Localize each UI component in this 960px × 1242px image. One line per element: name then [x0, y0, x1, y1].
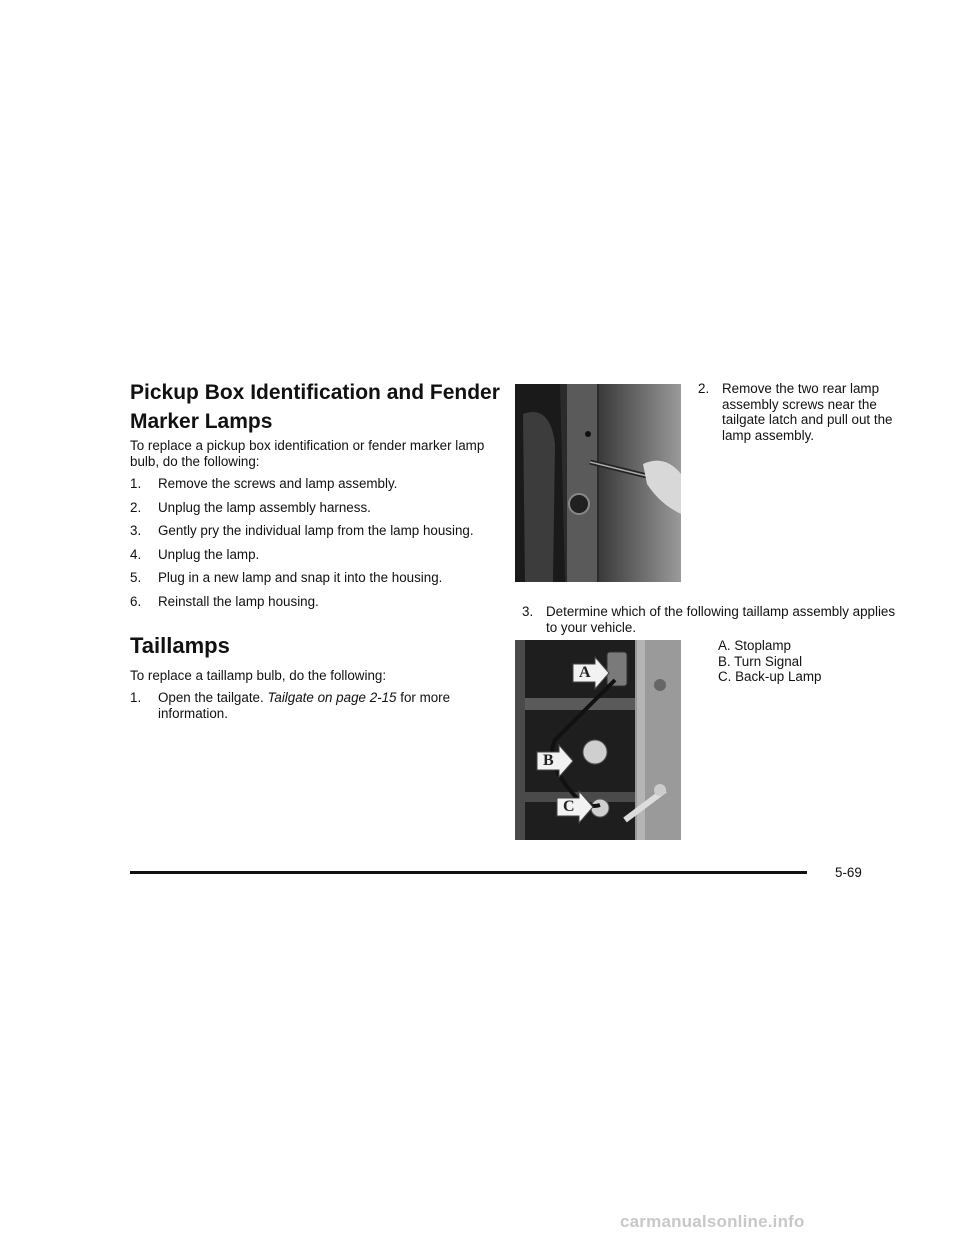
list-item: 4. Unplug the lamp. [130, 546, 260, 562]
steps-taillamps [130, 690, 500, 729]
callout-arrow-c: C [555, 790, 595, 829]
list-item: 1. Remove the screws and lamp assembly. [130, 476, 398, 491]
list-item: 6. Reinstall the lamp housing. [130, 593, 319, 609]
section-title-pickup-box: Pickup Box Identification and Fender Marker Lamps [130, 381, 500, 433]
intro-pickup-box: To replace a pickup box identification or fender marker lamp bulb, do the following: [130, 438, 485, 469]
list-item: 5. Plug in a new lamp and snap it into the housing. [130, 570, 443, 585]
list-item: 3. Gently pry the individual lamp from the lamp housing. [130, 523, 474, 538]
callout-arrow-b: B [535, 744, 575, 783]
page-number: 5-69 [835, 865, 862, 880]
callout-legend [718, 638, 888, 685]
steps-pickup-box [130, 476, 500, 617]
footer-rule [130, 871, 807, 874]
intro-taillamps: To replace a taillamp bulb, do the following: [130, 668, 387, 683]
legend-item: B. Turn Signal [718, 653, 803, 669]
callout-arrow-a: A [571, 656, 611, 695]
screwdriver-illustration [515, 384, 681, 582]
section-title-taillamps: Taillamps [130, 633, 230, 658]
legend-item: C. Back-up Lamp [718, 669, 822, 684]
watermark-footer[interactable]: carmanualsonline.info [620, 1212, 805, 1231]
taillamp-screw-photo [515, 384, 681, 582]
taillamp-bulbs-photo [515, 640, 681, 840]
cross-reference-link[interactable]: Tailgate on page 2-15 [267, 690, 397, 705]
legend-item: A. Stoplamp [718, 638, 791, 653]
list-item: 2. Unplug the lamp assembly harness. [130, 499, 371, 515]
list-item: 1. Open the tailgate. Tailgate on page 2-15 for more information. [130, 690, 451, 721]
